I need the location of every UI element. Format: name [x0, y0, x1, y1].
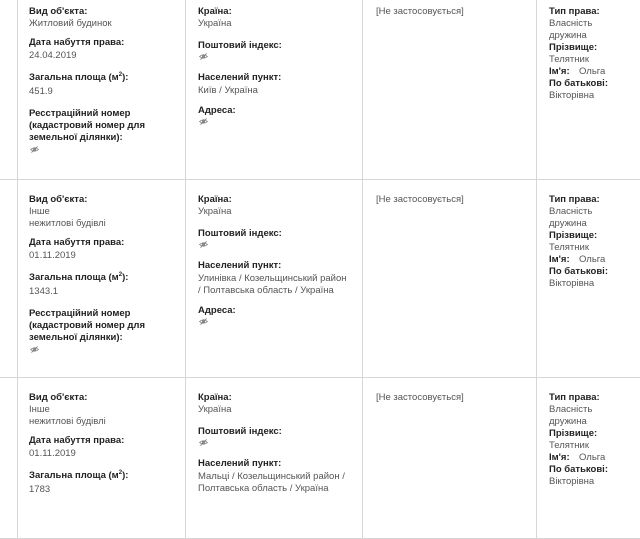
table-row [0, 180, 640, 378]
not-applicable-text: [Не застосовується] [376, 6, 464, 17]
area-label [29, 72, 128, 83]
right-type-value: Власність [549, 18, 593, 29]
eye-slash-icon [198, 241, 209, 248]
object-cell [18, 0, 186, 179]
acquisition-date-label: Дата набуття права: [29, 435, 125, 446]
name-label: Ім'я: [549, 66, 570, 77]
right-type-value: дружина [549, 30, 587, 41]
eye-slash-icon [198, 439, 209, 446]
surname-label: Прізвище: [549, 230, 598, 241]
address-label: Адреса: [198, 305, 236, 316]
country-label: Країна: [198, 392, 232, 403]
right-type-label: Тип права: [549, 392, 600, 403]
right-type-value: дружина [549, 218, 587, 229]
object-type-label: Вид об'єкта: [29, 194, 88, 205]
object-type-value: Житловий будинок [29, 18, 112, 29]
country-value: Україна [198, 206, 232, 217]
surname-value: Телятник [549, 242, 589, 253]
address-label: Адреса: [198, 105, 236, 116]
cost-cell [363, 0, 537, 179]
name-label: Ім'я: [549, 452, 570, 463]
country-label: Країна: [198, 6, 232, 17]
patronymic-value: Вікторівна [549, 278, 595, 289]
index-cell [0, 180, 18, 377]
cadastral-label: земельної ділянки): [29, 332, 123, 343]
postal-code-label: Поштовий індекс: [198, 40, 282, 51]
name-value: Ольга [579, 254, 606, 265]
locality-label: Населений пункт: [198, 260, 282, 271]
acquisition-date-label: Дата набуття права: [29, 237, 125, 248]
area-unit-sup: 2 [118, 470, 123, 476]
surname-value: Телятник [549, 440, 589, 451]
eye-slash-icon [198, 53, 209, 60]
not-applicable-text: [Не застосовується] [376, 194, 464, 205]
country-label: Країна: [198, 194, 232, 205]
area-label-text: Загальна площа (м [29, 470, 119, 482]
area-unit-sup: 2 [118, 272, 123, 278]
right-type-value: Власність [549, 206, 593, 217]
cost-cell [363, 180, 537, 377]
area-label-end: ): [122, 72, 129, 84]
surname-label: Прізвище: [549, 42, 598, 53]
postal-code-label: Поштовий індекс: [198, 426, 282, 437]
address-cell [186, 180, 363, 377]
rights-cell [537, 180, 640, 377]
right-type-value: Власність [549, 404, 593, 415]
area-value: 451.9 [29, 86, 53, 97]
address-cell [186, 378, 363, 538]
locality-value: Мальці / Козельщинський район / [198, 471, 345, 482]
patronymic-value: Вікторівна [549, 90, 595, 101]
surname-label: Прізвище: [549, 428, 598, 439]
area-label-end: ): [122, 470, 129, 482]
object-type-value: Інше [29, 404, 50, 415]
cadastral-label: земельної ділянки): [29, 132, 123, 143]
index-cell [0, 0, 18, 179]
patronymic-label: По батькові: [549, 78, 608, 89]
country-value: Україна [198, 18, 232, 29]
cadastral-label: (кадастровий номер для [29, 320, 145, 331]
cadastral-label: Ресстраційний номер [29, 308, 131, 319]
table-row [0, 378, 640, 539]
patronymic-label: По батькові: [549, 464, 608, 475]
postal-code-label: Поштовий індекс: [198, 228, 282, 239]
address-cell [186, 0, 363, 179]
object-type-value: нежитлові будівлі [29, 416, 106, 427]
not-applicable-text: [Не застосовується] [376, 392, 464, 403]
cadastral-label: Ресстраційний номер [29, 108, 131, 119]
right-type-label: Тип права: [549, 194, 600, 205]
eye-slash-icon [198, 318, 209, 325]
acquisition-date-value: 24.04.2019 [29, 50, 77, 61]
table-row [0, 0, 640, 180]
locality-value: Улинівка / Козельщинський район [198, 273, 347, 284]
country-value: Україна [198, 404, 232, 415]
right-type-label: Тип права: [549, 6, 600, 17]
object-cell [18, 378, 186, 538]
eye-slash-icon [29, 346, 40, 353]
object-type-value: нежитлові будівлі [29, 218, 106, 229]
locality-label: Населений пункт: [198, 72, 282, 83]
object-cell [18, 180, 186, 377]
rights-cell [537, 0, 640, 179]
area-unit-sup: 2 [118, 72, 123, 78]
object-type-label: Вид об'єкта: [29, 392, 88, 403]
area-value: 1343.1 [29, 286, 59, 297]
locality-label: Населений пункт: [198, 458, 282, 469]
name-value: Ольга [579, 452, 606, 463]
acquisition-date-label: Дата набуття права: [29, 37, 125, 48]
locality-value: Полтавська область / Україна [198, 483, 329, 494]
area-label [29, 470, 128, 481]
object-type-value: Інше [29, 206, 50, 217]
eye-slash-icon [29, 146, 40, 153]
cost-cell [363, 378, 537, 538]
acquisition-date-value: 01.11.2019 [29, 250, 76, 261]
area-label-text: Загальна площа (м [29, 272, 119, 284]
rights-cell [537, 378, 640, 538]
locality-value: / Полтавська область / Україна [198, 285, 334, 296]
area-value: 1783 [29, 484, 51, 495]
area-label-end: ): [122, 272, 129, 284]
object-type-label: Вид об'єкта: [29, 6, 88, 17]
acquisition-date-value: 01.11.2019 [29, 448, 76, 459]
locality-value: Київ / Україна [198, 85, 258, 96]
area-label [29, 272, 128, 283]
name-value: Ольга [579, 66, 606, 77]
patronymic-label: По батькові: [549, 266, 608, 277]
eye-slash-icon [198, 118, 209, 125]
cadastral-label: (кадастровий номер для [29, 120, 145, 131]
right-type-value: дружина [549, 416, 587, 427]
area-label-text: Загальна площа (м [29, 72, 119, 84]
surname-value: Телятник [549, 54, 589, 65]
name-label: Ім'я: [549, 254, 570, 265]
patronymic-value: Вікторівна [549, 476, 595, 487]
index-cell [0, 378, 18, 538]
